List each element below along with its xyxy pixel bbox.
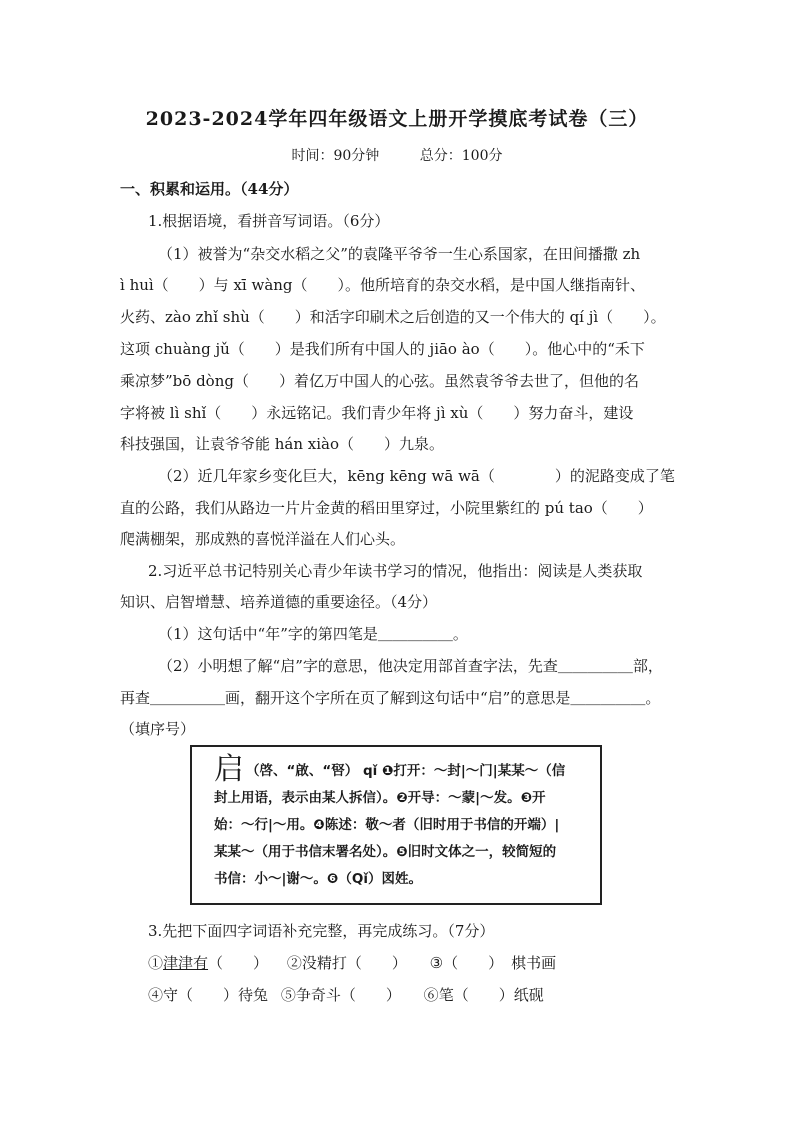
idiom-item: ①津津有（ ） bbox=[148, 954, 269, 972]
section-heading: 一、积累和运用。（44分） bbox=[120, 180, 299, 198]
q1-p1-line: ì huì（ ）与 xī wàng（ ）。他所培育的杂交水稻，是中国人继指南针、 bbox=[120, 276, 646, 294]
q1-p1-line: 火药、zào zhǐ shù（ ）和活字印刷术之后创造的又一个伟大的 qí jì（ ）。 bbox=[120, 308, 666, 326]
idiom-item: ⑥笔（ ）纸砚 bbox=[423, 986, 544, 1004]
idiom-item: ③（ ） 棋书画 bbox=[429, 954, 557, 972]
q1-p2-line: 爬满棚架，那成熟的喜悦洋溢在人们心头。 bbox=[120, 530, 406, 548]
q2-sub2-line: 再查＿＿＿＿＿画，翻开这个字所在页了解到这句话中“启”的意思是＿＿＿＿＿。 bbox=[120, 689, 661, 707]
q1-p2-line: 直的公路，我们从路边一片片金黄的稻田里穿过，小院里紫红的 pú tao（ ） bbox=[120, 499, 653, 517]
dictionary-line: 始：～行|～用。❹陈述：敬～者（旧时用于书信的开端）| bbox=[214, 817, 560, 833]
idiom-item: ⑤争奇斗（ ） bbox=[280, 986, 401, 1004]
q1-heading: 1.根据语境，看拼音写词语。（6分） bbox=[148, 212, 390, 230]
dictionary-line: 封上用语，表示由某人拆信）。❷开导：～蒙|～发。❸开 bbox=[214, 790, 546, 806]
q1-p1-line: （1）被誉为“杂交水稻之父”的袁隆平爷爷一生心系国家，在田间播撒 zh bbox=[158, 245, 641, 263]
q2-sub2-line: （2）小明想了解“启”字的意思，他决定用部首查字法，先查＿＿＿＿＿部， bbox=[158, 657, 663, 675]
dictionary-entry-box bbox=[190, 745, 602, 905]
q1-p1-line: 科技强国，让袁爷爷能 hán xiào（ ）九泉。 bbox=[120, 435, 445, 453]
dictionary-line: 某某～（用于书信末署名处）。❺旧时文体之一，较简短的 bbox=[214, 844, 557, 860]
exam-total-score: 总分：100分 bbox=[419, 148, 503, 164]
dictionary-line: 书信：小～|谢～。❻（Qǐ）図姓。 bbox=[214, 871, 422, 887]
idiom-item: ②没精打（ ） bbox=[286, 954, 407, 972]
q1-p1-line: 字将被 lì shǐ（ ）永远铭记。我们青少年将 jì xù（ ）努力奋斗，建设 bbox=[120, 404, 634, 422]
q2-heading-line: 2.习近平总书记特别关心青少年读书学习的情况，他指出：阅读是人类获取 bbox=[148, 562, 643, 580]
q2-sub1: （1）这句话中“年”字的第四笔是＿＿＿＿＿。 bbox=[158, 625, 468, 643]
q1-p2-line: （2）近几年家乡变化巨大，kēng kēng wā wā（ ）的泥路变成了笔 bbox=[158, 467, 675, 485]
q3-row-2 bbox=[148, 984, 544, 1005]
exam-time: 时间：90分钟 bbox=[291, 148, 380, 164]
q2-heading-line: 知识、启智增慧、培养道德的重要途径。（4分） bbox=[120, 593, 438, 611]
q3-row-1 bbox=[148, 952, 556, 973]
q1-p1-line: 这项 chuàng jǔ（ ）是我们所有中国人的 jiāo ào（ ）。他心中的“禾下 bbox=[120, 340, 645, 358]
idiom-item: ④守（ ）待兔 bbox=[148, 986, 269, 1004]
q3-heading: 3.先把下面四字词语补充完整，再完成练习。（7分） bbox=[148, 922, 495, 940]
exam-meta bbox=[0, 145, 794, 165]
q2-note: （填序号） bbox=[120, 720, 196, 738]
exam-title: 2023-2024学年四年级语文上册开学摸底考试卷（三） bbox=[145, 108, 649, 130]
dictionary-headword: 启 bbox=[214, 752, 244, 787]
q1-p1-line: 乘凉梦”bō dòng（ ）着亿万中国人的心弦。虽然袁爷爷去世了，但他的名 bbox=[120, 372, 639, 390]
dictionary-line: 启 （啓、“啟、“唘） qǐ ❶打开：～封|～门|某某～（信 bbox=[214, 752, 566, 787]
